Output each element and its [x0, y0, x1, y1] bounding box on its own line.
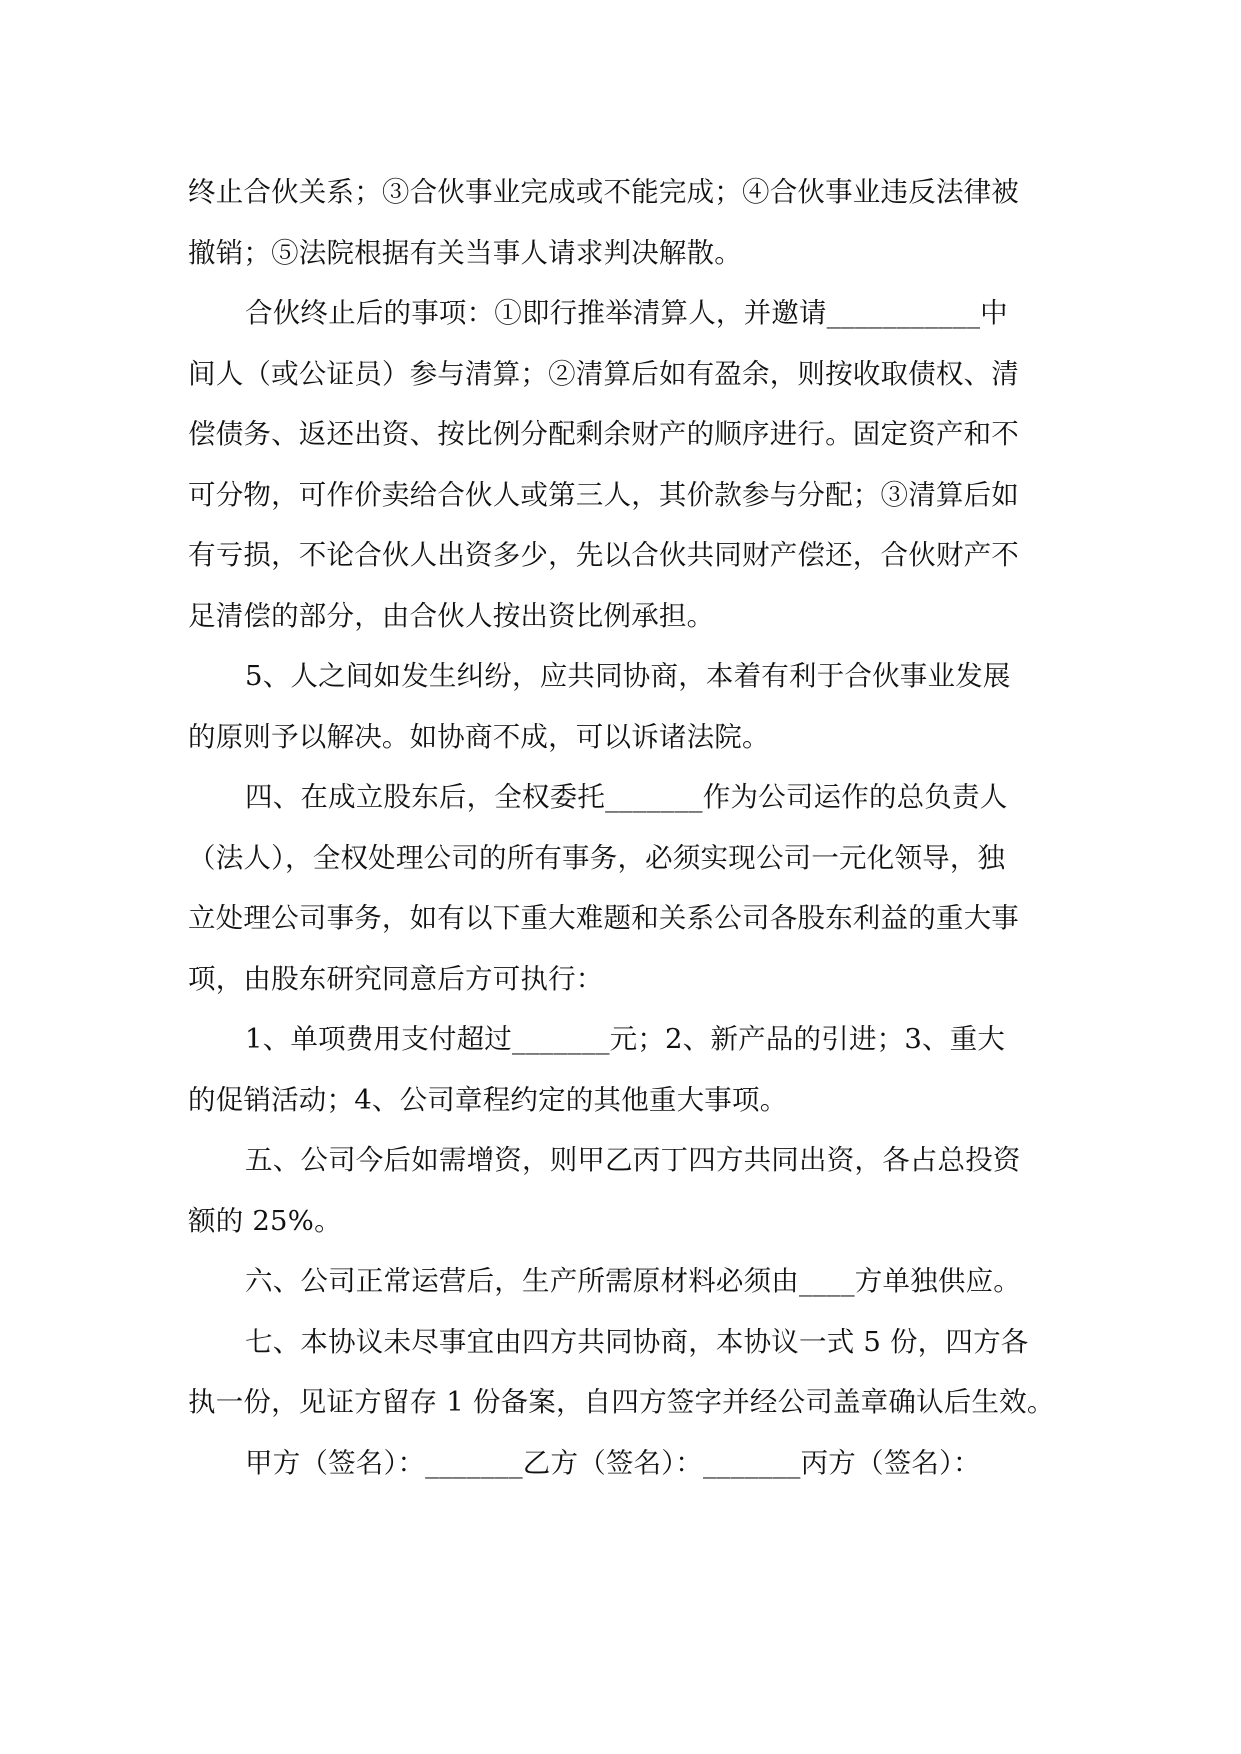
paragraph-line: 撤销；⑤法院根据有关当事人请求判决解散。: [188, 236, 742, 269]
paragraph-line: 执一份，见证方留存 1 份备案，自四方签字并经公司盖章确认后生效。: [188, 1386, 1055, 1418]
paragraph-line: 1、单项费用支付超过_______元；2、新产品的引进；3、重大: [245, 1023, 1006, 1055]
paragraph-line: 5、人之间如发生纠纷，应共同协商，本着有利于合伙事业发展: [245, 660, 1011, 692]
paragraph-line: 的原则予以解决。如协商不成，可以诉诸法院。: [188, 720, 770, 753]
paragraph-line: 的促销活动；4、公司章程约定的其他重大事项。: [188, 1083, 788, 1116]
paragraph-line: 有亏损，不论合伙人出资多少，先以合伙共同财产偿还，合伙财产不: [188, 539, 1019, 571]
paragraph-line: 六、公司正常运营后，生产所需原材料必须由____方单独供应。: [245, 1265, 1021, 1297]
paragraph-line: 终止合伙关系；③合伙事业完成或不能完成；④合伙事业违反法律被: [188, 176, 1019, 208]
paragraph-line: 合伙终止后的事项：①即行推举清算人，并邀请___________中: [245, 297, 1008, 329]
paragraph-line: 五、公司今后如需增资，则甲乙丙丁四方共同出资，各占总投资: [245, 1144, 1021, 1176]
paragraph-line: 可分物，可作价卖给合伙人或第三人，其价款参与分配；③清算后如: [188, 478, 1019, 511]
paragraph-line: 四、在成立股东后，全权委托_______作为公司运作的总负责人: [245, 781, 1008, 813]
paragraph-line: 项，由股东研究同意后方可执行：: [188, 962, 604, 995]
paragraph-line: 间人（或公证员）参与清算；②清算后如有盈余，则按收取债权、清: [188, 357, 1019, 390]
document-page: [188, 162, 1058, 1493]
paragraph-line: 足清偿的部分，由合伙人按出资比例承担。: [188, 599, 715, 632]
paragraph-line: 七、本协议未尽事宜由四方共同协商，本协议一式 5 份，四方各: [245, 1325, 1029, 1358]
signature-line: 甲方（签名）：_______乙方（签名）：_______丙方（签名）：: [245, 1446, 981, 1479]
paragraph-line: 偿债务、返还出资、按比例分配剩余财产的顺序进行。固定资产和不: [188, 418, 1019, 450]
paragraph-line: 立处理公司事务，如有以下重大难题和关系公司各股东利益的重大事: [188, 902, 1019, 934]
paragraph-line: （法人），全权处理公司的所有事务，必须实现公司一元化领导，独: [188, 841, 1006, 874]
paragraph-line: 额的 25%。: [188, 1204, 342, 1237]
